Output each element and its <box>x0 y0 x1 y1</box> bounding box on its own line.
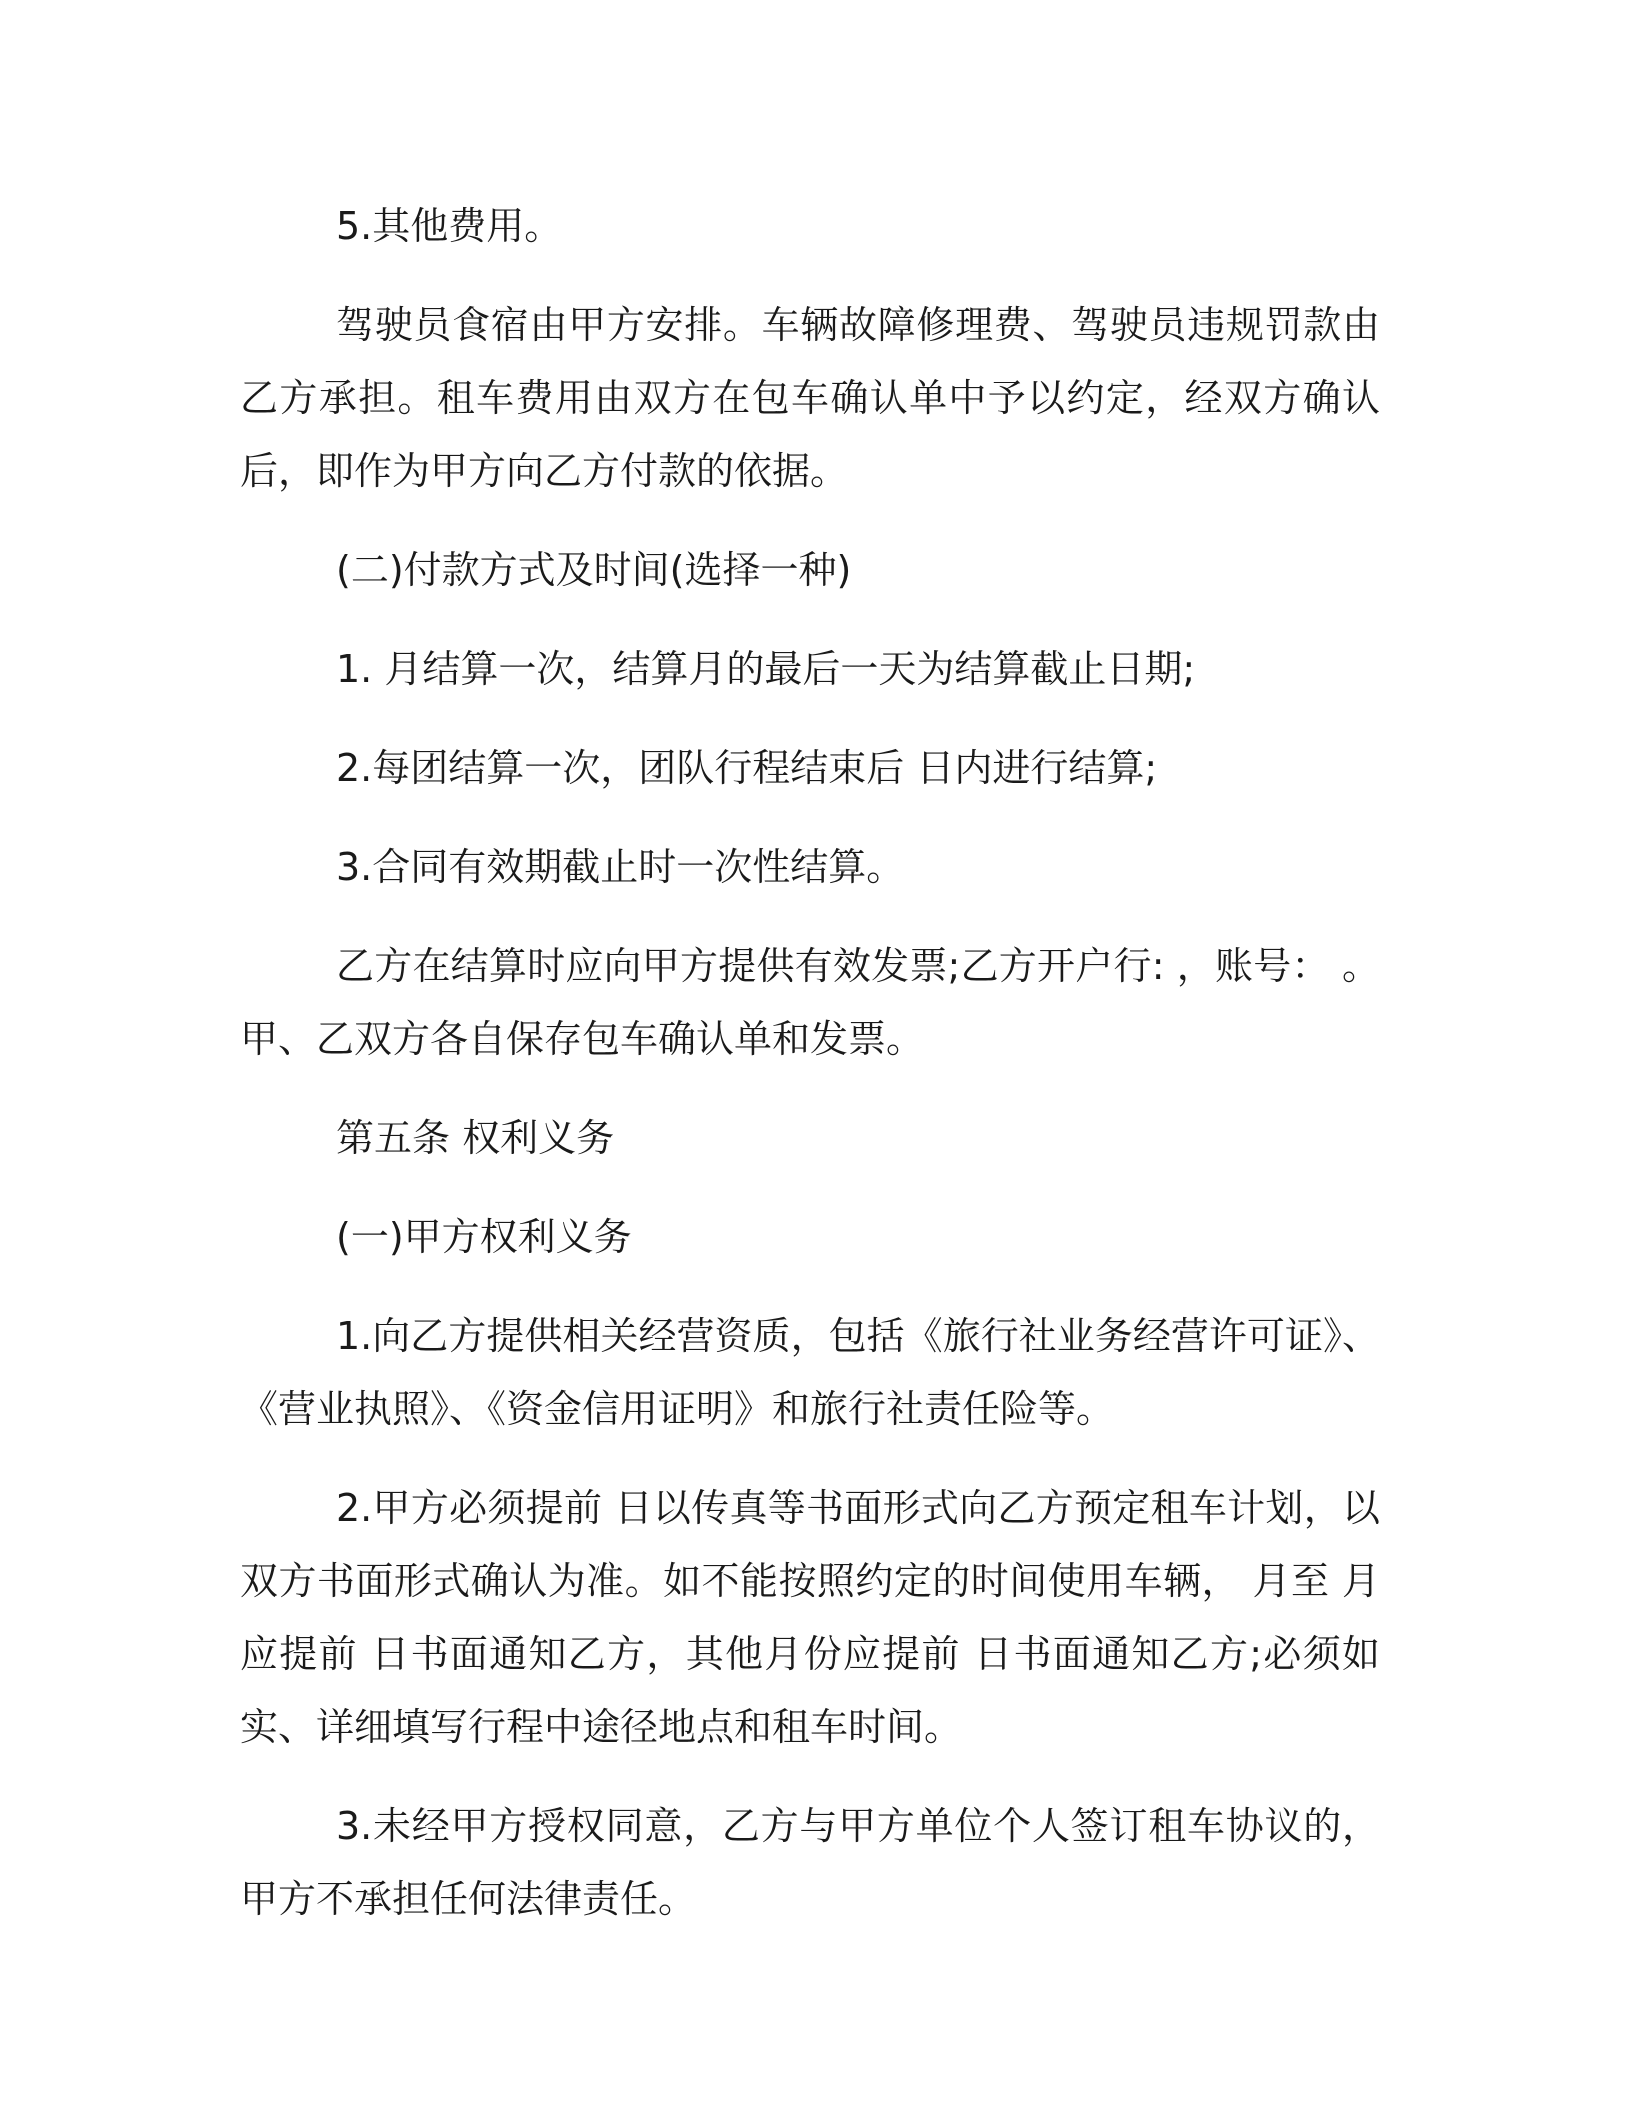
paragraph-article-5-heading: 第五条 权利义务 <box>336 1116 615 1160</box>
paragraph-payment-option-3: 3.合同有效期截止时一次性结算。 <box>336 845 905 889</box>
document-body <box>240 190 1380 1962</box>
paragraph-driver-expenses: 驾驶员食宿由甲方安排。车辆故障修理费、驾驶员违规罚款由乙方承担。租车费用由双方在包车确认单中予以约定，经双方确认后，即作为甲方向乙方付款的依据。 <box>240 303 1380 493</box>
paragraph-payment-option-1: 1. 月结算一次，结算月的最后一天为结算截止日期; <box>336 647 1196 691</box>
paragraph-party-a-item-2: 2.甲方必须提前 日以传真等书面形式向乙方预定租车计划，以双方书面形式确认为准。如不能按照约定的时间使用车辆， 月至 月应提前 日书面通知乙方，其他月份应提前 日书面通知乙方;必须如实、详细填写行程中途径地点和租车时间。 <box>240 1486 1380 1749</box>
paragraph-payment-option-2: 2.每团结算一次，团队行程结束后 日内进行结算; <box>336 746 1158 790</box>
paragraph-party-a-rights-heading: (一)甲方权利义务 <box>336 1215 632 1259</box>
paragraph-other-fees-heading: 5.其他费用。 <box>336 204 563 248</box>
paragraph-invoice-bank: 乙方在结算时应向甲方提供有效发票;乙方开户行: ，账号： 。甲、乙双方各自保存包车确认单和发票。 <box>240 944 1380 1061</box>
paragraph-payment-method-heading: (二)付款方式及时间(选择一种) <box>336 548 852 592</box>
paragraph-party-a-item-1: 1.向乙方提供相关经营资质，包括《旅行社业务经营许可证》、《营业执照》、《资金信用证明》和旅行社责任险等。 <box>240 1314 1380 1431</box>
paragraph-party-a-item-3: 3.未经甲方授权同意，乙方与甲方单位个人签订租车协议的，甲方不承担任何法律责任。 <box>240 1804 1380 1921</box>
